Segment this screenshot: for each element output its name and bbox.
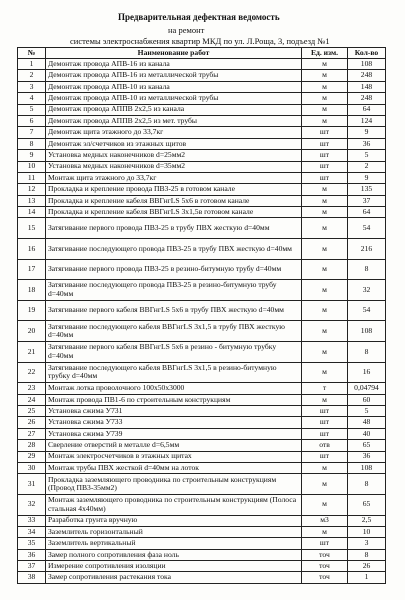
row-unit: м [302,93,348,104]
table-row [18,474,386,495]
row-number: 38 [18,572,46,583]
row-quantity: 36 [348,451,386,462]
row-quantity: 37 [348,195,386,206]
row-number: 36 [18,549,46,560]
document-subtitle: на ремонт [168,25,205,35]
row-unit: м [302,526,348,537]
row-quantity: 65 [348,440,386,451]
row-work-name: Заземлитель вертикальный [46,538,302,549]
row-quantity: 5 [348,406,386,417]
row-work-name: Демонтаж провода АПВ-10 из металлической трубы [46,93,302,104]
row-work-name: Затягивание последующего кабеля ВВГнгLS 3х1,5 в резино-битумную трубку d=40мм [46,362,302,383]
row-quantity: 16 [348,362,386,383]
row-number: 34 [18,526,46,537]
table-row [18,417,386,428]
row-number: 13 [18,195,46,206]
row-unit: м [302,362,348,383]
row-unit: шт [302,538,348,549]
row-quantity: 108 [348,321,386,342]
row-unit: м [302,184,348,195]
row-quantity: 2,5 [348,515,386,526]
table-row [18,184,386,195]
row-quantity: 8 [348,549,386,560]
row-number: 12 [18,184,46,195]
row-number: 37 [18,561,46,572]
row-work-name: Прокладка и крепление кабеля ВВГнгLS 3х1,5в готовом канале [46,207,302,218]
row-unit: м [302,321,348,342]
row-quantity: 26 [348,561,386,572]
row-unit: точ [302,561,348,572]
row-unit: точ [302,572,348,583]
table-row [18,104,386,115]
row-quantity: 135 [348,184,386,195]
row-work-name: Затягивание первого кабеля ВВГнгLS 5х6 в трубу ПВХ жесткую d=40мм [46,300,302,321]
row-unit: шт [302,417,348,428]
table-row [18,428,386,439]
row-unit: м [302,280,348,301]
row-quantity: 54 [348,218,386,239]
row-number: 18 [18,280,46,301]
row-work-name: Установка медных наконечников d=25мм2 [46,150,302,161]
table-row [18,362,386,383]
table-row [18,239,386,260]
row-unit: м [302,462,348,473]
table-row [18,451,386,462]
row-unit: м [302,115,348,126]
row-number: 11 [18,172,46,183]
row-number: 17 [18,259,46,280]
row-work-name: Установка медных наконечников d=35мм2 [46,161,302,172]
defect-table [17,47,386,584]
row-number: 27 [18,428,46,439]
row-quantity: 48 [348,417,386,428]
row-unit: м [302,81,348,92]
row-work-name: Монтаж заземляющего проводника по строительным конструкциям (Полоса стальная 4х40мм) [46,494,302,515]
row-work-name: Установка сжима У731 [46,406,302,417]
row-quantity: 216 [348,239,386,260]
row-number: 6 [18,115,46,126]
row-work-name: Разработка грунта вручную [46,515,302,526]
row-unit: м [302,207,348,218]
row-quantity: 8 [348,474,386,495]
row-work-name: Монтаж электросчетчиков в этажных щитах [46,451,302,462]
row-unit: отв [302,440,348,451]
row-unit: м [302,195,348,206]
row-unit: м [302,239,348,260]
table-body [18,59,386,584]
row-unit: шт [302,150,348,161]
row-number: 7 [18,127,46,138]
row-quantity: 64 [348,207,386,218]
row-unit: точ [302,549,348,560]
row-work-name: Затягивание последующего провода ПВ3-25 в трубу ПВХ жесткую d=40мм [46,239,302,260]
row-unit: шт [302,428,348,439]
row-quantity: 148 [348,81,386,92]
table-row [18,138,386,149]
row-work-name: Демонтаж провода АПВ-10 из канала [46,81,302,92]
row-work-name: Установка сжима У733 [46,417,302,428]
row-unit: шт [302,138,348,149]
row-quantity: 108 [348,59,386,70]
row-number: 31 [18,474,46,495]
row-number: 3 [18,81,46,92]
table-row [18,300,386,321]
table-row [18,515,386,526]
table-row [18,538,386,549]
row-number: 9 [18,150,46,161]
row-unit: м [302,342,348,363]
row-number: 21 [18,342,46,363]
row-quantity: 0,04794 [348,383,386,394]
row-work-name: Затягивание первого кабеля ВВГнгLS 5х6 в резино - битумную трубку d=40мм [46,342,302,363]
table-row [18,280,386,301]
table-row [18,93,386,104]
row-number: 32 [18,494,46,515]
table-row [18,561,386,572]
row-work-name: Прокладка заземляющего проводника по строительным конструкциям (Провод ПВ3-35мм2) [46,474,302,495]
row-quantity: 36 [348,138,386,149]
row-work-name: Монтаж провода ПВ1-6 по строительным конструкциям [46,394,302,405]
table-header-row [18,48,386,59]
row-quantity: 2 [348,161,386,172]
row-unit: м [302,59,348,70]
row-number: 15 [18,218,46,239]
row-number: 2 [18,70,46,81]
row-work-name: Демонтаж провода АПВ-16 из канала [46,59,302,70]
row-number: 23 [18,383,46,394]
table-row [18,440,386,451]
row-number: 30 [18,462,46,473]
row-quantity: 248 [348,93,386,104]
row-unit: м [302,218,348,239]
table-row [18,321,386,342]
row-number: 14 [18,207,46,218]
row-quantity: 1 [348,572,386,583]
table-row [18,218,386,239]
row-unit: шт [302,127,348,138]
row-work-name: Демонтаж провода АППВ 2х2,5 из мет. трубы [46,115,302,126]
row-work-name: Прокладка и крепление провода ПВ3-25 в готовом канале [46,184,302,195]
table-row [18,394,386,405]
row-number: 20 [18,321,46,342]
row-work-name: Затягивание первого провода ПВ3-25 в резино-битумную трубу d=40мм [46,259,302,280]
row-number: 19 [18,300,46,321]
row-unit: шт [302,451,348,462]
row-work-name: Монтаж трубы ПВХ жесткой d=40мм на лоток [46,462,302,473]
row-number: 1 [18,59,46,70]
row-quantity: 54 [348,300,386,321]
row-work-name: Монтаж лотка проволочного 100х50х3000 [46,383,302,394]
row-unit: шт [302,406,348,417]
table-row [18,494,386,515]
row-quantity: 5 [348,150,386,161]
row-number: 4 [18,93,46,104]
row-quantity: 3 [348,538,386,549]
row-quantity: 40 [348,428,386,439]
row-unit: шт [302,161,348,172]
table-row [18,172,386,183]
row-work-name: Сверление отверстий в металле d=6,5мм [46,440,302,451]
document-title: Предварительная дефектная ведомость [118,12,280,22]
table-row [18,81,386,92]
column-header-unit: Ед. изм. [302,48,348,59]
row-work-name: Заземлитель горизонтальный [46,526,302,537]
table-row [18,150,386,161]
row-work-name: Затягивание первого провода ПВ3-25 в трубу ПВХ жесткую d=40мм [46,218,302,239]
row-number: 35 [18,538,46,549]
row-work-name: Установка сжима У739 [46,428,302,439]
row-number: 22 [18,362,46,383]
table-row [18,59,386,70]
row-unit: шт [302,172,348,183]
table-row [18,549,386,560]
row-number: 26 [18,417,46,428]
table-row [18,462,386,473]
table-row [18,383,386,394]
table-row [18,70,386,81]
row-number: 25 [18,406,46,417]
row-number: 24 [18,394,46,405]
row-quantity: 9 [348,172,386,183]
row-work-name: Замер сопротивления растекания тока [46,572,302,583]
row-quantity: 65 [348,494,386,515]
row-work-name: Измерение сопротивления изоляции [46,561,302,572]
row-work-name: Прокладка и крепление кабеля ВВГнгLS 5х6 в готовом канале [46,195,302,206]
row-quantity: 108 [348,462,386,473]
row-unit: м [302,104,348,115]
row-work-name: Демонтаж провода АППВ 2х2,5 из канала [46,104,302,115]
row-work-name: Затягивание последующего кабеля ВВГнгLS 3х1,5 в трубу ПВХ жесткую d=40мм [46,321,302,342]
row-number: 33 [18,515,46,526]
row-work-name: Замер полного сопротивления фаза ноль [46,549,302,560]
column-header-name: Наименование работ [46,48,302,59]
table-row [18,406,386,417]
table-row [18,342,386,363]
row-quantity: 64 [348,104,386,115]
row-quantity: 248 [348,70,386,81]
row-quantity: 32 [348,280,386,301]
row-quantity: 9 [348,127,386,138]
column-header-quantity: Кол-во [348,48,386,59]
row-unit: м [302,300,348,321]
row-quantity: 8 [348,342,386,363]
row-quantity: 124 [348,115,386,126]
table-row [18,161,386,172]
row-work-name: Демонтаж эл/счетчиков из этажных щитов [46,138,302,149]
table-row [18,526,386,537]
row-number: 29 [18,451,46,462]
row-unit: м [302,259,348,280]
table-row [18,115,386,126]
row-work-name: Демонтаж провода АПВ-16 из металлической трубы [46,70,302,81]
row-unit: м [302,70,348,81]
row-number: 5 [18,104,46,115]
row-quantity: 8 [348,259,386,280]
row-work-name: Монтаж щита этажного до 33,7кг [46,172,302,183]
table-row [18,572,386,583]
table-row [18,127,386,138]
row-unit: м [302,494,348,515]
row-quantity: 60 [348,394,386,405]
row-quantity: 10 [348,526,386,537]
row-work-name: Демонтаж щита этажного до 33,7кг [46,127,302,138]
row-work-name: Затягивание последующего провода ПВ3-25 в резино-битумную трубу d=40мм [46,280,302,301]
row-number: 10 [18,161,46,172]
table-row [18,259,386,280]
row-unit: м [302,394,348,405]
row-unit: м [302,474,348,495]
table-row [18,195,386,206]
row-number: 28 [18,440,46,451]
row-unit: т [302,383,348,394]
row-unit: м3 [302,515,348,526]
document-object: системы электроснабжения квартир МКД по ул. Л.Роща, 3, подъезд №1 [70,36,330,46]
row-number: 16 [18,239,46,260]
column-header-number: № [18,48,46,59]
table-row [18,207,386,218]
row-number: 8 [18,138,46,149]
